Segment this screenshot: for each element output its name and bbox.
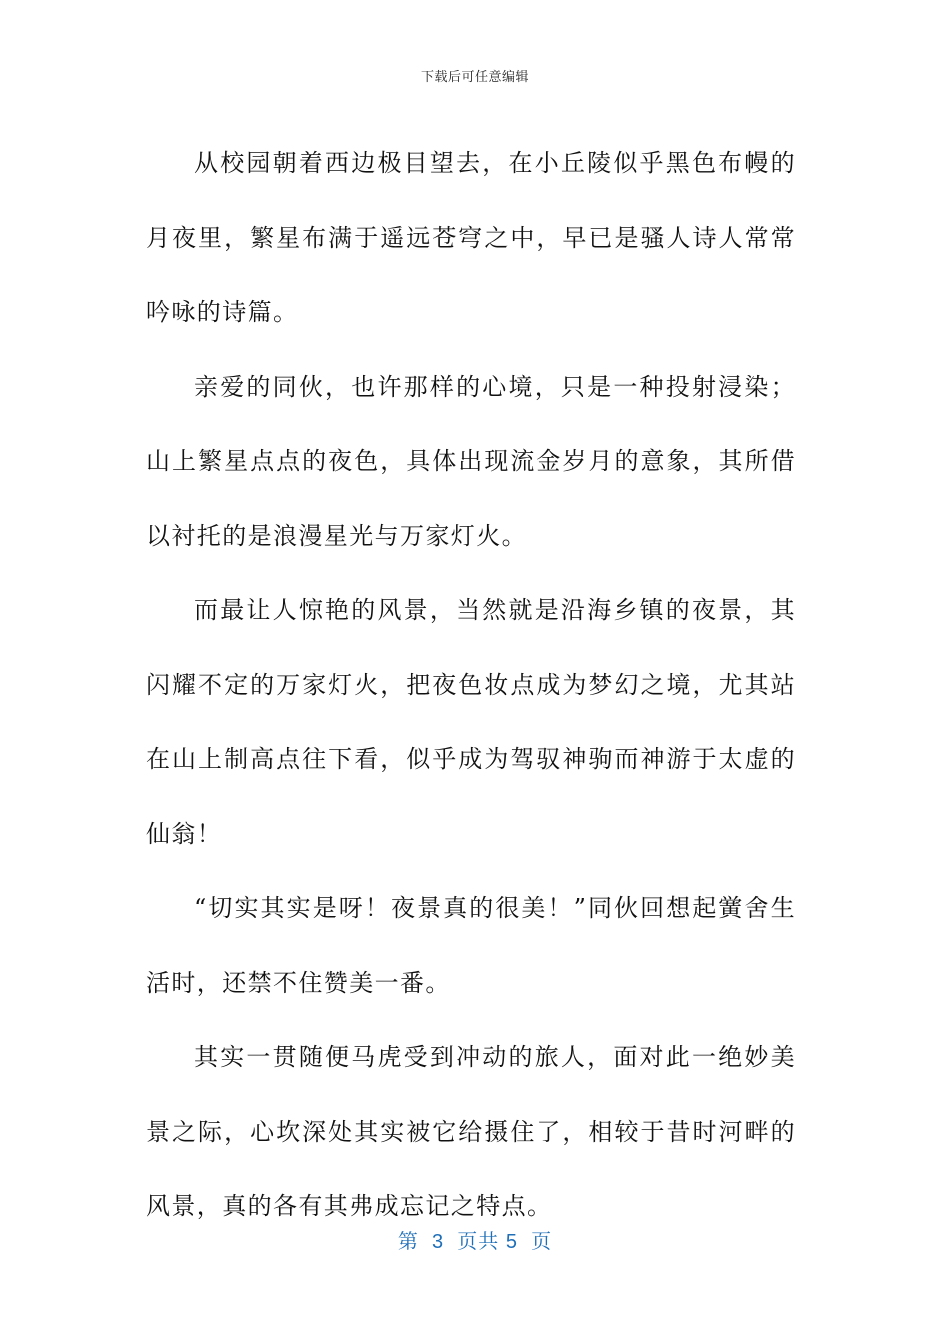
paragraph-5: 其实一贯随便马虎受到冲动的旅人，面对此一绝妙美景之际，心坎深处其实被它给摄住了，相较于昔时河畔的风景，真的各有其弗成忘记之特点。: [146, 1043, 796, 1220]
header-note: 下载后可任意编辑: [420, 70, 529, 85]
page-number-footer: 第 3 页共 5 页: [397, 1231, 553, 1253]
paragraph-3: 而最让人惊艳的风景，当然就是沿海乡镇的夜景，其闪耀不定的万家灯火，把夜色妆点成为梦幻之境，尤其站在山上制高点往下看，似乎成为驾驭神驹而神游于太虚的仙翁！: [146, 596, 796, 848]
paragraph-2: 亲爱的同伙，也许那样的心境，只是一种投射浸染；山上繁星点点的夜色，具体出现流金岁月的意象，其所借以衬托的是浪漫星光与万家灯火。: [146, 372, 796, 550]
document-body: [146, 126, 796, 1244]
paragraph-1: 从校园朝着西边极目望去，在小丘陵似乎黑色布幔的月夜里，繁星布满于遥远苍穹之中，早已是骚人诗人常常吟咏的诗篇。: [146, 149, 796, 326]
paragraph-4: “切实其实是呀！夜景真的很美！”同伙回想起黉舍生活时，还禁不住赞美一番。: [146, 894, 796, 997]
